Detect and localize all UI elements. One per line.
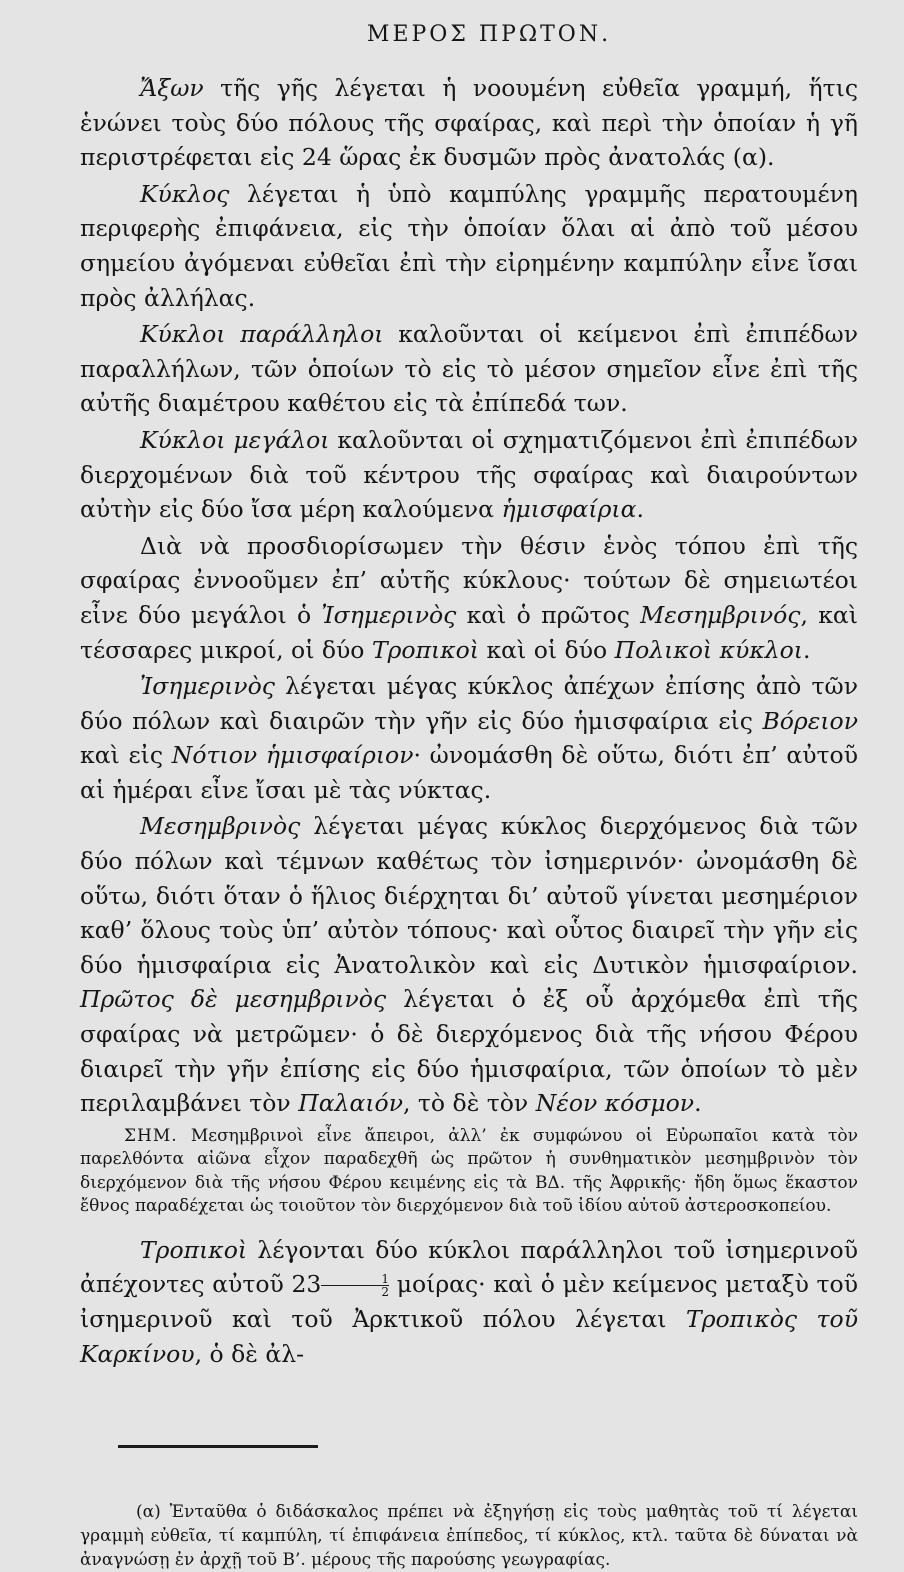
term-tropics-def: Τροπικοὶ xyxy=(140,1235,248,1264)
term-parallel-circles: Κύκλοι παράλληλοι xyxy=(140,320,384,349)
fraction-denominator: 2 xyxy=(381,1285,390,1300)
term-new-world: Νέον κόσμον xyxy=(535,1089,695,1118)
term-equator: Ἰσημερινὸς xyxy=(321,600,457,629)
paragraph-meridian-text-b: λέγεται ὁ ἐξ οὗ ἀρχόμεθα ἐπὶ τῆς σφαίρας νὰ μετρῶμεν· ὁ δὲ διερχόμενος διὰ τῆς νήσου Φέρου διαιρεῖ τὴν γῆν ἐπίσης εἰς δύο ἡμισφαίρια, τῶν ὁποίων τὸ μὲν περιλαμβάνει τὸν xyxy=(80,985,858,1118)
paragraph-great-circles xyxy=(80,423,858,527)
remark-note xyxy=(80,1125,858,1219)
paragraph-parallel-circles-text: καλοῦνται οἱ κείμενοι ἐπὶ ἐπιπέδων παραλλήλων, τῶν ὁποίων τὸ εἰς τὸ μέσον σημεῖον εἶνε ἐπὶ τῆς αὐτῆς διαμέτρου καθέτου εἰς τὰ ἐπίπεδά των. xyxy=(80,320,858,418)
footnote xyxy=(80,1500,858,1572)
paragraph-equator xyxy=(80,669,858,807)
paragraph-parallel-circles xyxy=(80,317,858,421)
paragraph-equator-text-c: · ὠνομάσθη δὲ οὕτω, διότι ἐπ’ αὐτοῦ αἱ ἡμέραι εἶνε ἴσαι μὲ τὰς νύκτας. xyxy=(80,741,858,804)
paragraph-meridian-text-d: . xyxy=(694,1089,702,1118)
paragraph-tropics-text-a: λέγονται δύο κύκλοι παράλληλοι τοῦ ἰσημερινοῦ ἀπέχοντες αὐτοῦ 23 xyxy=(80,1235,858,1299)
term-tropics: Τροπικοὶ xyxy=(371,635,480,664)
paragraph-position xyxy=(80,529,858,667)
term-axis: Ἄξων xyxy=(140,74,204,102)
fraction-half xyxy=(321,1273,389,1298)
footnote-text: Ἐνταῦθα ὁ διδάσκαλος πρέπει νὰ ἐξηγήσῃ εἰς τοὺς μαθητὰς τοῦ τί λέγεται γραμμὴ εὐθεῖα, τί καμπύλη, τί ἐπιφάνεια ἐπίπεδος, τί κύκλος, κτλ. ταῦτα δὲ δύναται νὰ ἀναγνώσῃ ἐν ἀρχῇ τοῦ Β’. μέρους τῆς παρούσης γεωγραφίας. xyxy=(80,1502,858,1571)
term-tropic-of-cancer: Τροπικὸς τοῦ Καρκίνου xyxy=(80,1305,858,1368)
paragraph-meridian xyxy=(80,809,858,1120)
paragraph-meridian-text-a: λέγεται μέγας κύκλος διερχόμενος διὰ τῶν δύο πόλων καὶ τέμνων καθέτως τὸν ἰσημερινόν· ὠνομάσθη δὲ οὕτω, διότι ὅταν ὁ ἥλιος διέρχηται δι’ αὐτοῦ γίνεται μεσημέριον καθ’ ὅλους τοὺς ὑπ’ αὐτὸν τόπους· καὶ οὗτος διαιρεῖ τὴν γῆν εἰς δύο ἡμισφαίρια εἰς Ἀνατολικὸν καὶ εἰς Δυτικὸν ἡμισφαίριον. xyxy=(80,812,858,979)
term-hemispheres: ἡμισφαίρια xyxy=(501,495,637,524)
paragraph-meridian-text-c: , τὸ δὲ τὸν xyxy=(402,1089,536,1118)
footnote-mark: (α) xyxy=(136,1502,161,1523)
paragraph-position-text-d: καὶ οἱ δύο xyxy=(479,635,615,664)
paragraph-great-circles-end: . xyxy=(636,495,644,524)
paragraph-equator-text-b: καὶ εἰς xyxy=(80,741,172,770)
term-prime-meridian: Πρῶτος δὲ μεσημβρινὸς xyxy=(80,985,387,1014)
running-head: ΜΕΡΟΣ ΠΡΩΤΟΝ. xyxy=(366,22,612,47)
paragraph-position-text-c: , καὶ τέσσαρες μικροί, οἱ δύο xyxy=(80,600,858,664)
paragraph-position-text-a: Διὰ νὰ προσδιορίσωμεν τὴν θέσιν ἑνὸς τόπου ἐπὶ τῆς σφαίρας ἐννοοῦμεν ἐπ’ αὐτῆς κύκλους· τούτων δὲ σημειωτέοι εἶνε δύο μεγάλοι ὁ xyxy=(80,531,858,629)
paragraph-circle xyxy=(80,177,858,315)
paragraph-circle-text: λέγεται ἡ ὑπὸ καμπύλης γραμμῆς περατουμένη περιφερὴς ἐπιφάνεια, εἰς τὴν ὁποίαν ὅλαι αἱ ἀπὸ τοῦ μέσου σημείου ἀγόμεναι εὐθεῖαι ἐπὶ τὴν εἰρημένην καμπύλην εἶνε ἴσαι πρὸς ἀλλήλας. xyxy=(80,179,858,312)
paragraph-tropics xyxy=(80,1233,858,1371)
paragraph-axis xyxy=(80,71,858,175)
paragraph-equator-text-a: λέγεται μέγας κύκλος ἀπέχων ἐπίσης ἀπὸ τῶν δύο πόλων καὶ διαιρῶν τὴν γῆν εἰς δύο ἡμισφαίρια εἰς xyxy=(80,672,858,735)
term-southern-hemisphere: Νότιον ἡμισφαίριον xyxy=(171,741,414,770)
footnote-divider xyxy=(118,1445,318,1448)
term-equator-def: Ἰσημερινὸς xyxy=(140,672,275,701)
paragraph-position-text-b: καὶ ὁ πρῶτος xyxy=(456,600,641,629)
paragraph-tropics-text-b: μοίρας· καὶ ὁ μὲν κείμενος μεταξὺ τοῦ ἰσημερινοῦ καὶ τοῦ Ἀρκτικοῦ πόλου λέγεται xyxy=(80,1270,858,1333)
paragraph-tropics-text-c: , ὁ δὲ ἀλ- xyxy=(194,1339,305,1368)
term-circle: Κύκλος xyxy=(140,179,230,208)
paragraph-great-circles-text: καλοῦνται οἱ σχηματιζόμενοι ἐπὶ ἐπιπέδων διερχομένων διὰ τοῦ κέντρου τῆς σφαίρας καὶ διαιρούντων αὐτὴν εἰς δύο ἴσα μέρη καλούμενα xyxy=(80,425,858,524)
term-old-world: Παλαιόν xyxy=(298,1089,403,1118)
paragraph-position-text-e: . xyxy=(802,635,811,664)
paragraph-axis-text: τῆς γῆς λέγεται ἡ νοουμένη εὐθεῖα γραμμή, ἥτις ἑνώνει τοὺς δύο πόλους τῆς σφαίρας, καὶ περὶ τὴν ὁποίαν ἡ γῆ περιστρέφεται εἰς 24 ὥρας ἐκ δυσμῶν πρὸς ἀνατολάς (α). xyxy=(80,74,858,172)
term-first-meridian: Μεσημβρινός xyxy=(640,600,801,629)
term-northern: Βόρειον xyxy=(762,706,858,735)
term-meridian: Μεσημβρινὸς xyxy=(140,812,301,841)
fraction-numerator: 1 xyxy=(321,1273,389,1286)
remark-text: Μεσημβρινοὶ εἶνε ἄπειροι, ἀλλ’ ἐκ συμφώνου οἱ Εὐρωπαῖοι κατὰ τὸν παρελθόντα αἰῶνα εἶχον παραδεχθῆ ὡς πρῶτον ἡ συνθηματικὸν μεσημβρινὸν τὸν διερχόμενον διὰ τῆς νήσου Φέρου κειμένης εἰς τὰ ΒΔ. τῆς Ἀφρικῆς· ἤδη ὅμως ἕκαστον ἔθνος παραδέχεται ὡς τοιοῦτον τὸν διερχόμενον διὰ τοῦ ἰδίου αὐτοῦ ἀστεροσκοπείου. xyxy=(80,1125,858,1217)
term-great-circles: Κύκλοι μεγάλοι xyxy=(140,425,330,454)
remark-label: ΣΗΜ. xyxy=(124,1125,178,1146)
term-polar-circles: Πολικοὶ κύκλοι xyxy=(614,635,803,664)
